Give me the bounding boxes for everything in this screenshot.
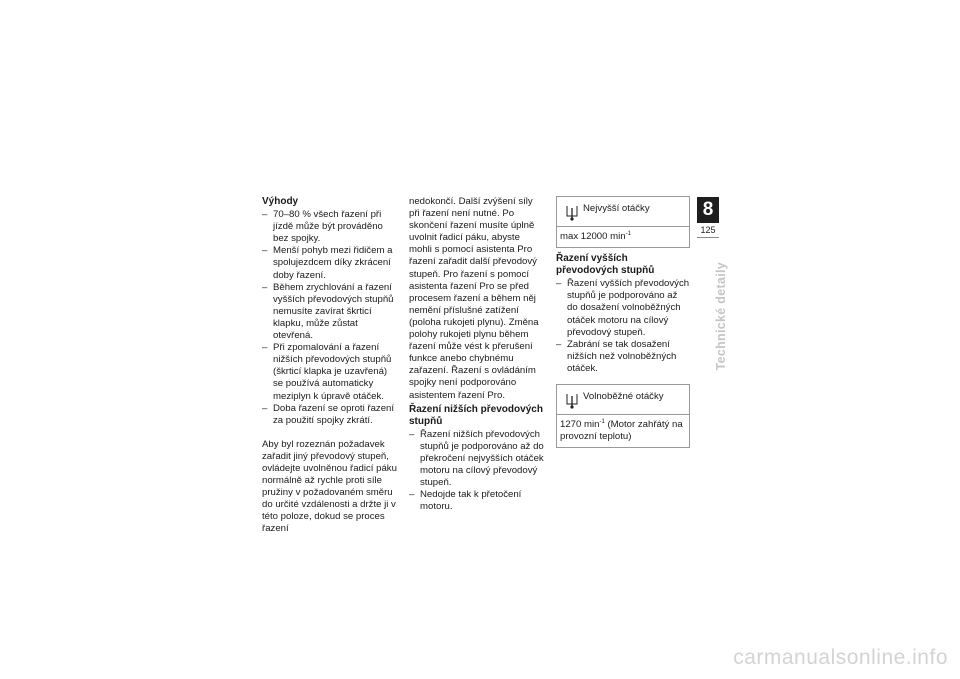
downshift-list: [409, 429, 545, 514]
list-item: – Řazení nižších převodových stupňů je podporováno až do překročení nejvyšších otáček motoru na cílový převodový stupeň.: [409, 429, 545, 489]
spec-value: 1270 $\min^{-1}$ (Motor zahřátý na provozní teplotu): [560, 418, 683, 443]
watermark: carmanualsonline.info: [733, 646, 948, 669]
chapter-number: 8: [697, 197, 719, 223]
list-item: – Řazení vyšších převodových stupňů je podporováno až do dosažení volnoběžných otáček motoru na cílový převodový stupeň.: [556, 278, 690, 338]
list-item: – Zabrání se tak dosažení nižších než volnoběžných otáček.: [556, 339, 690, 375]
upshift-list: [556, 278, 690, 375]
heading-upshift: Řazení vyšších převodových stupňů: [556, 253, 655, 277]
spec-label: Volnoběžné otáčky: [583, 391, 664, 403]
column-left: [262, 196, 397, 536]
body-paragraph: Aby byl rozeznán požadavek zařadit jiný převodový stupeň, ovládejte uvolněnou řadicí páku normálně až rychle proti síle pružiny v požadovaném směru do určité vzdálenosti a držte ji v této poloze, dokud se proces řazení: [262, 438, 397, 535]
body-paragraph: nedokončí. Další zvýšení síly při řazení není nutné. Po skončení řazení musíte úplně uvolnit řadicí páku, abyste mohli s pomocí asistenta Pro řazení zařadit další převodový stupeň. Pro řazení s pomocí asistenta řazení Pro se před procesem řazení a během něj nemění příslušné zatížení (poloha rukojeti plynu). Změna polohy rukojeti plynu během řazení může vést k přerušení funkce anebo chybnému zařazení. Řazení s ovládáním spojky není podporováno asistentem řazení Pro.: [409, 196, 539, 401]
side-tab: [699, 262, 728, 382]
heading-advantages: Výhody: [262, 196, 299, 207]
spec-box-max-rpm: [556, 196, 690, 248]
list-item: – Při zpomalování a řazení nižších převodových stupňů (škrticí klapka je uzavřená) se používá automaticky meziplyn k úpravě otáček.: [262, 342, 397, 402]
page-number: 125: [700, 225, 716, 235]
spec-label: Nejvyšší otáčky: [583, 203, 650, 214]
column-right: [556, 196, 690, 453]
divider: [697, 237, 719, 238]
column-middle: [409, 196, 545, 513]
list-item: – Doba řazení se oproti řazení za použití spojky zkrátí.: [262, 403, 397, 427]
spec-value: max 12000 $\min^{-1}$: [560, 230, 631, 242]
list-item: – Během zrychlování a řazení vyšších převodových stupňů nemusíte zavírat škrticí klapku, může zůstat otevřená.: [262, 282, 397, 342]
tachometer-icon: [565, 392, 579, 410]
side-title: Technické detaily: [714, 262, 728, 371]
list-item: – Nedojde tak k přetočení motoru.: [409, 489, 545, 513]
tachometer-icon: [565, 204, 579, 222]
spec-box-idle-rpm: [556, 384, 690, 448]
list-item: – 70–80 % všech řazení při jízdě může být prováděno bez spojky.: [262, 209, 397, 245]
advantages-list: [262, 209, 397, 427]
heading-downshift: Řazení nižších převodových stupňů: [409, 403, 543, 427]
list-item: – Menší pohyb mezi řidičem a spolujezdcem díky zkrácení doby řazení.: [262, 245, 397, 281]
